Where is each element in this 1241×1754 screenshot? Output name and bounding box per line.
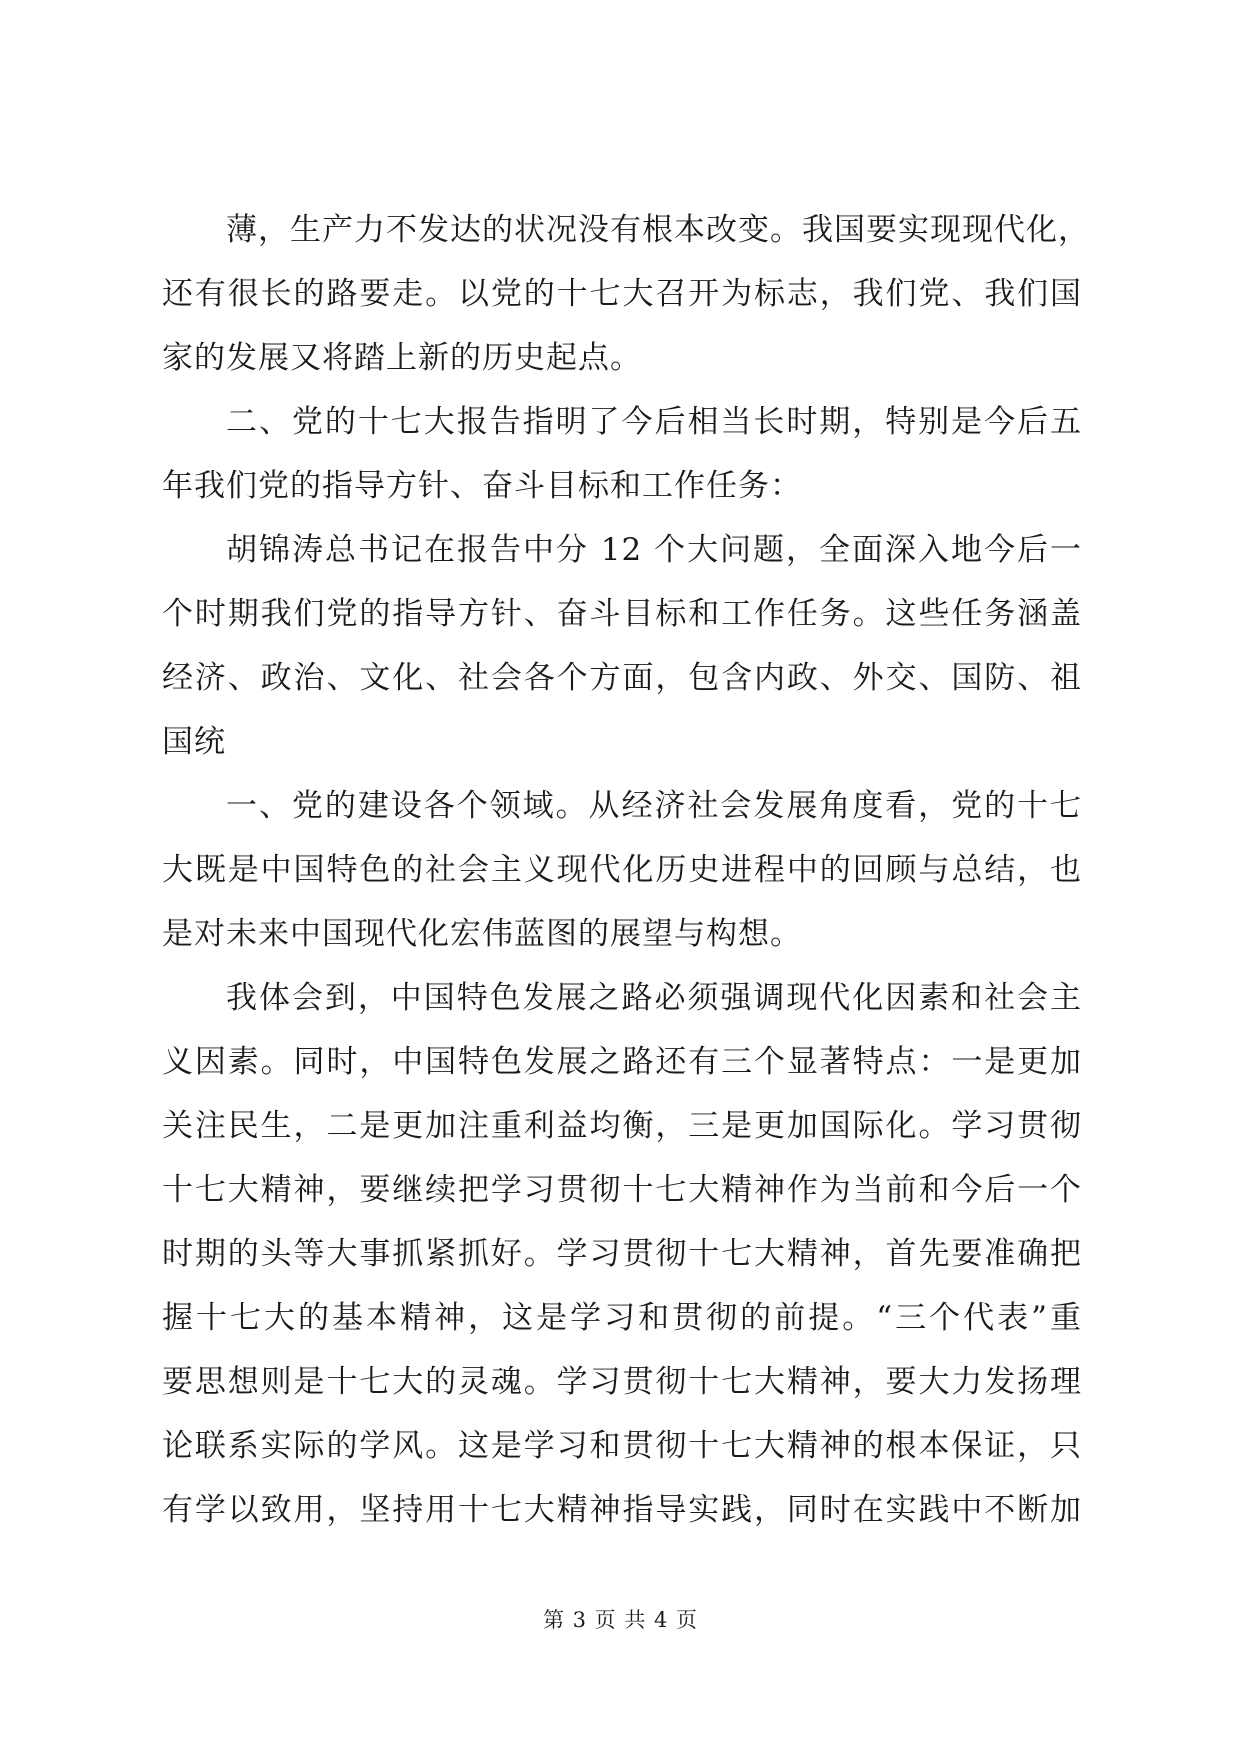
text-line: 年我们党的指导方针、奋斗目标和工作任务： xyxy=(162,468,802,504)
text-line: 要思想则是十七大的灵魂。学习贯彻十七大精神，要大力发扬理 xyxy=(162,1364,1082,1400)
text-line: 我体会到，中国特色发展之路必须强调现代化因素和社会主 xyxy=(226,980,1082,1016)
text-line: 胡锦涛总书记在报告中分 12 个大问题，全面深入地今后一 xyxy=(226,532,1082,568)
text-line: 国统 xyxy=(162,724,226,760)
text-line: 大既是中国特色的社会主义现代化历史进程中的回顾与总结，也 xyxy=(162,852,1082,888)
text-line: 握十七大的基本精神，这是学习和贯彻的前提。“三个代表”重 xyxy=(162,1300,1082,1336)
text-line: 论联系实际的学风。这是学习和贯彻十七大精神的根本保证，只 xyxy=(162,1428,1082,1464)
text-line: 薄，生产力不发达的状况没有根本改变。我国要实现现代化， xyxy=(226,212,1090,248)
text-line: 十七大精神，要继续把学习贯彻十七大精神作为当前和今后一个 xyxy=(162,1172,1082,1208)
text-line: 是对未来中国现代化宏伟蓝图的展望与构想。 xyxy=(162,916,802,952)
text-line: 二、党的十七大报告指明了今后相当长时期，特别是今后五 xyxy=(226,404,1082,440)
text-line: 个时期我们党的指导方针、奋斗目标和工作任务。这些任务涵盖 xyxy=(162,596,1082,632)
text-line: 经济、政治、文化、社会各个方面，包含内政、外交、国防、祖 xyxy=(162,660,1082,696)
text-line: 有学以致用，坚持用十七大精神指导实践，同时在实践中不断加 xyxy=(162,1492,1082,1528)
text-line: 一、党的建设各个领域。从经济社会发展角度看，党的十七 xyxy=(226,788,1082,824)
page-number-footer: 第 3 页 共 4 页 xyxy=(542,1608,699,1632)
text-line: 义因素。同时，中国特色发展之路还有三个显著特点：一是更加 xyxy=(162,1044,1082,1080)
text-line: 关注民生，二是更加注重利益均衡，三是更加国际化。学习贯彻 xyxy=(162,1108,1082,1144)
text-line: 家的发展又将踏上新的历史起点。 xyxy=(162,340,642,376)
text-line: 时期的头等大事抓紧抓好。学习贯彻十七大精神，首先要准确把 xyxy=(162,1236,1082,1272)
text-line: 还有很长的路要走。以党的十七大召开为标志，我们党、我们国 xyxy=(162,276,1082,312)
document-body xyxy=(162,198,1090,1542)
